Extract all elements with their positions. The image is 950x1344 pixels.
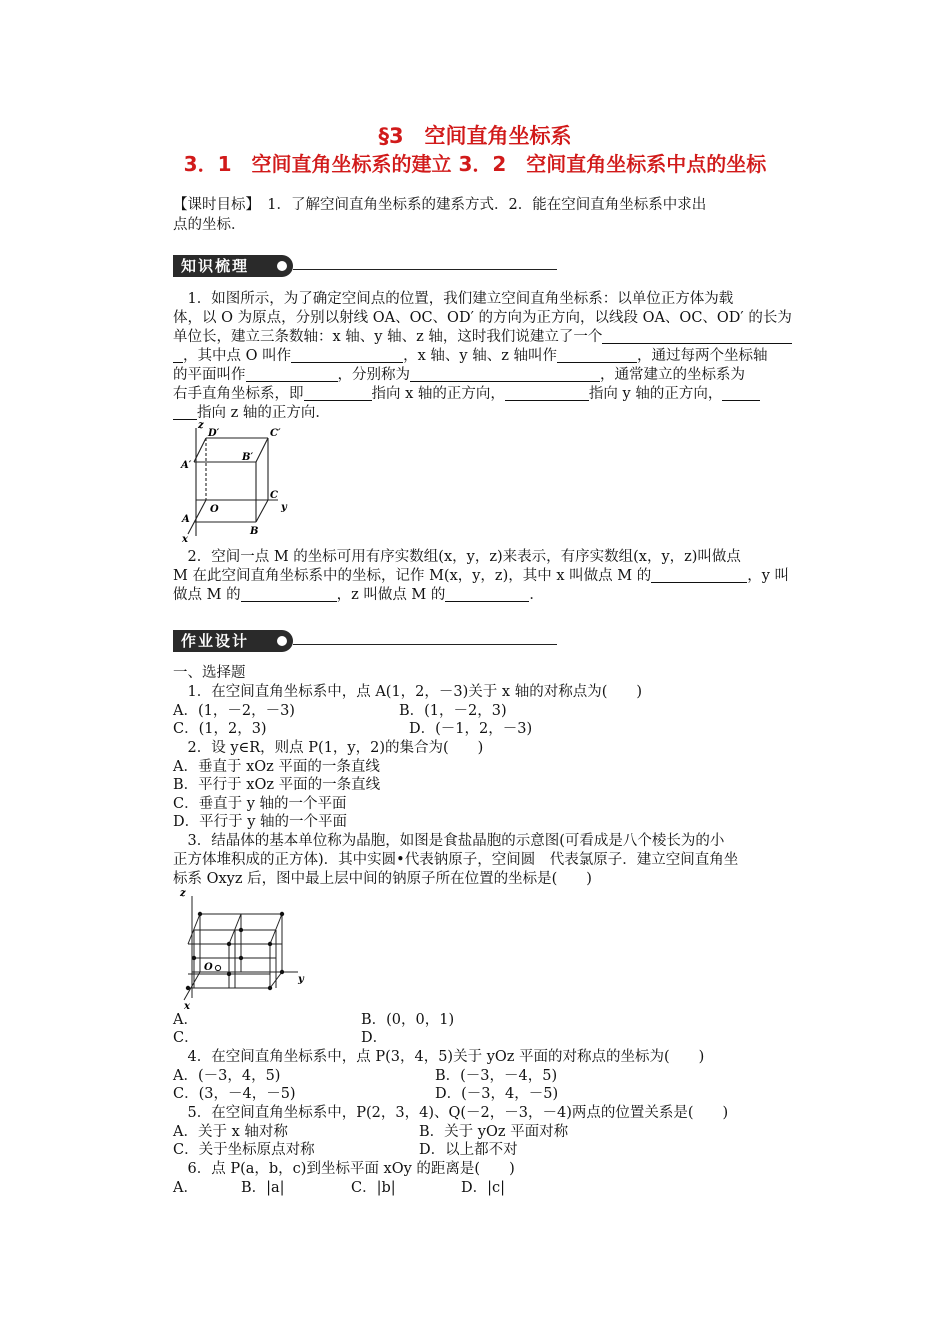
option-a[interactable]: A．(1，－2，－3) <box>173 703 295 719</box>
knowledge-p1-line1 <box>173 290 813 309</box>
text: ，通常建立的坐标系为 <box>600 367 745 383</box>
exercise-heading: 一、选择题 <box>173 665 246 681</box>
fig2-label: y <box>298 974 304 985</box>
blank-7[interactable] <box>505 385 589 401</box>
knowledge-p2-line3 <box>173 586 813 605</box>
fig1-label: x <box>182 534 188 543</box>
chlorine-atom <box>215 965 220 970</box>
sodium-atom <box>280 912 284 916</box>
knowledge-p1-line4 <box>173 347 813 366</box>
text: 1．在空间直角坐标系中，点 A(1，2，－3)关于 x 轴的对称点为( ) <box>187 684 643 700</box>
question-6 <box>173 1160 813 1179</box>
text: 指向 x 轴的正方向， <box>371 386 505 402</box>
sodium-atom <box>268 986 272 990</box>
text: ，z 叫做点 M 的 <box>336 587 446 603</box>
page-subtitle: 3．1 空间直角坐标系的建立 3．2 空间直角坐标系中点的坐标 <box>183 152 767 176</box>
question-1-options-ab <box>173 702 813 721</box>
option-c[interactable]: C．(1，2，3) <box>173 721 267 737</box>
text: 指向 z 轴的正方向． <box>197 405 330 421</box>
sodium-atom <box>239 956 243 960</box>
cube-figure <box>178 418 298 543</box>
question-3-options-cd <box>173 1029 813 1048</box>
sodium-atom <box>186 986 190 990</box>
question-2 <box>173 739 813 758</box>
fig2-label: z <box>180 888 186 899</box>
fig1-label: A <box>182 514 190 525</box>
text: 3．结晶体的基本单位称为晶胞，如图是食盐晶胞的示意图(可看成是八个棱长为的小 <box>187 833 725 849</box>
question-4 <box>173 1048 813 1067</box>
text: ，分别称为 <box>337 367 410 383</box>
section-homework-label: 作业设计 <box>173 630 293 652</box>
text: 6．点 P(a，b，c)到坐标平面 xOy 的距离是( ) <box>187 1161 515 1177</box>
option-a[interactable]: A．关于 x 轴对称 <box>173 1124 288 1140</box>
x-axis-line <box>188 500 206 534</box>
question-3-options-ab <box>173 1011 813 1030</box>
fig1-label: C′ <box>270 428 281 439</box>
text: 2．设 y∈R，则点 P(1，y，2)的集合为( ) <box>187 740 484 756</box>
option-d[interactable]: D．(－1，2，－3) <box>409 721 533 737</box>
sodium-atom <box>192 956 196 960</box>
question-2-option-d[interactable]: D．平行于 y 轴的一个平面 <box>173 814 348 830</box>
blank-6[interactable] <box>304 385 372 401</box>
question-2-option-a[interactable]: A．垂直于 xOz 平面的一条直线 <box>173 759 380 775</box>
blank-5[interactable] <box>410 366 600 382</box>
blank-8[interactable] <box>722 385 760 401</box>
section-knowledge-label: 知识梳理 <box>173 255 293 277</box>
text: ． <box>529 587 544 603</box>
sodium-atom <box>227 972 231 976</box>
question-5 <box>173 1104 813 1123</box>
text: ，y 叫 <box>747 568 790 584</box>
fig1-label: B <box>250 526 259 537</box>
fig1-label: D′ <box>208 428 220 439</box>
blank-11[interactable] <box>445 586 529 602</box>
option-c[interactable]: C．关于坐标原点对称 <box>173 1142 315 1158</box>
option-b[interactable]: B．(0，0，1) <box>361 1012 455 1028</box>
text: 5．在空间直角坐标系中，P(2，3，4)、Q(－2，－3，－4)两点的位置关系是( ) <box>187 1105 729 1121</box>
blank-2[interactable] <box>291 347 403 363</box>
question-2-option-b[interactable]: B．平行于 xOz 平面的一条直线 <box>173 777 381 793</box>
fig1-label: z <box>198 420 204 431</box>
text: 单位长，建立三条数轴：x 轴、y 轴、z 轴，这时我们说建立了一个 <box>173 329 603 345</box>
question-4-options-cd <box>173 1085 813 1104</box>
option-b[interactable]: B．|a| <box>241 1180 285 1196</box>
text: 右手直角坐标系，即 <box>173 386 304 402</box>
option-c[interactable]: C．(3，－4，－5) <box>173 1086 296 1102</box>
fig1-label: C <box>270 490 278 501</box>
text: 的平面叫作 <box>173 367 246 383</box>
knowledge-p2-line2 <box>173 567 813 586</box>
text: 1．如图所示，为了确定空间点的位置，我们建立空间直角坐标系：以单位正方体为载 <box>187 291 734 307</box>
text: 做点 M 的 <box>173 587 241 603</box>
objectives-line-2: 点的坐标． <box>173 217 246 233</box>
fig1-label: A′ <box>181 460 192 471</box>
bullet-dot-icon <box>277 636 287 646</box>
sodium-atom <box>198 912 202 916</box>
objectives-line-1: 【课时目标】 1．了解空间直角坐标系的建系方式．2．能在空间直角坐标系中求出 <box>173 197 707 213</box>
text: ，其中点 O 叫作 <box>183 348 292 364</box>
text: 2．空间一点 M 的坐标可用有序实数组(x，y，z)来表示，有序实数组(x，y，z)叫做点 <box>187 549 741 565</box>
cube-edge <box>256 500 268 522</box>
question-3-line2: 正方体堆积成的正方体)．其中实圆•代表钠原子，空间圆 代表氯原子．建立空间直角坐 <box>173 852 739 868</box>
page-title: §3 空间直角坐标系 <box>378 124 572 148</box>
option-b[interactable]: B．(1，－2，3) <box>399 703 507 719</box>
blank-1[interactable] <box>602 328 792 344</box>
sodium-atom <box>239 928 243 932</box>
question-6-options <box>173 1179 813 1198</box>
option-a[interactable]: A．(－3，4，5) <box>173 1068 281 1084</box>
cube-edge <box>256 438 268 462</box>
blank-4[interactable] <box>246 366 338 382</box>
fig1-label: B′ <box>242 452 254 463</box>
bullet-dot-icon <box>277 261 287 271</box>
knowledge-p1-line3 <box>173 328 813 347</box>
crystal-figure <box>178 888 308 1010</box>
option-d[interactable]: D．以上都不对 <box>419 1142 518 1158</box>
text: 4．在空间直角坐标系中，点 P(3，4，5)关于 yOz 平面的对称点的坐标为( ) <box>187 1049 705 1065</box>
option-b[interactable]: B．关于 yOz 平面对称 <box>419 1124 569 1140</box>
question-4-options-ab <box>173 1067 813 1086</box>
blank-1-cont[interactable] <box>173 347 183 363</box>
text: 指向 y 轴的正方向， <box>588 386 723 402</box>
question-3-line3: 标系 Oxyz 后，图中最上层中间的钠原子所在位置的坐标是( ) <box>173 871 592 887</box>
sodium-atom <box>268 942 272 946</box>
question-1-options-cd <box>173 720 813 739</box>
section-rule <box>293 269 557 270</box>
fig1-label: O <box>210 504 219 515</box>
question-2-option-c[interactable]: C．垂直于 y 轴的一个平面 <box>173 796 347 812</box>
knowledge-p1-line6 <box>173 385 813 404</box>
knowledge-p1-line5 <box>173 366 813 385</box>
option-b[interactable]: B．(－3，－4，5) <box>435 1068 558 1084</box>
fig2-label: x <box>184 1001 190 1010</box>
knowledge-p2-line1 <box>173 548 813 567</box>
question-1 <box>173 683 813 702</box>
option-c[interactable]: C．|b| <box>351 1180 396 1196</box>
question-5-options-ab <box>173 1123 813 1142</box>
fig2-label: O <box>204 962 213 973</box>
blank-9[interactable] <box>651 567 747 583</box>
option-d[interactable]: D． <box>361 1030 388 1046</box>
option-c[interactable]: C． <box>173 1030 199 1046</box>
blank-3[interactable] <box>557 347 637 363</box>
text: ，x 轴、y 轴、z 轴叫作 <box>403 348 557 364</box>
sodium-atom <box>280 970 284 974</box>
fig1-label: y <box>281 502 287 513</box>
option-d[interactable]: D．|c| <box>461 1180 506 1196</box>
knowledge-p1-line2: 体，以 O 为原点，分别以射线 OA、OC、OD′ 的方向为正方向，以线段 OA、OC、OD′ 的长为 <box>173 310 792 326</box>
question-5-options-cd <box>173 1141 813 1160</box>
option-d[interactable]: D．(－3，4，－5) <box>435 1086 559 1102</box>
text: M 在此空间直角坐标系中的坐标，记作 M(x，y，z)，其中 x 叫做点 M 的 <box>173 568 652 584</box>
section-rule <box>293 644 557 645</box>
blank-10[interactable] <box>241 586 337 602</box>
option-a[interactable]: A． <box>173 1180 198 1196</box>
text: ，通过每两个坐标轴 <box>636 348 768 364</box>
option-a[interactable]: A． <box>173 1012 198 1028</box>
sodium-atom <box>227 942 231 946</box>
question-3-line1 <box>173 832 813 851</box>
